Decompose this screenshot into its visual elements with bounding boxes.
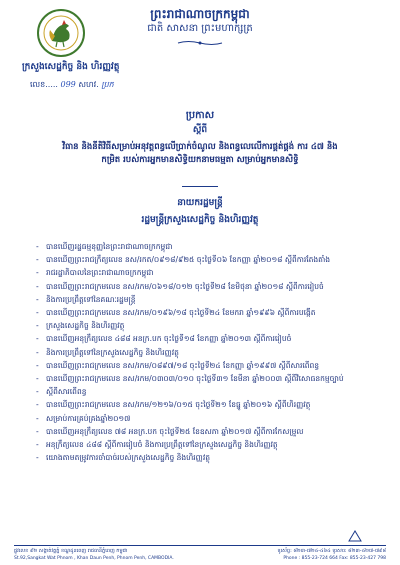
list-item: - ក្រសួងសេដ្ឋកិច្ច និងហិរញ្ញវត្ថុ [34, 319, 372, 332]
list-item: - បានឃើញព្រះរាជក្រមលេខ នស/រកម/០១៩៦/១៨ ចុះថ្ងៃទី២៤ ខែមករា ឆ្នាំ១៩៩៦ ស្តីពីការបង្កើត [34, 306, 372, 319]
document-type: ប្រកាស [185, 110, 215, 121]
reference-handwritten-2: ប្រក [101, 80, 114, 89]
page-marker-icon [348, 530, 362, 542]
list-item: - និងការប្រព្រឹត្តទៅនៃក្រសួងសេដ្ឋកិច្ច និងហិរញ្ញវត្ថុ [34, 346, 372, 359]
reference-label: លេខ..... [30, 80, 58, 89]
visa-list [34, 240, 372, 464]
list-item: - យោងតាមតម្រូវការចាំបាច់របស់ក្រសួងសេដ្ឋកិច្ច និងហិរញ្ញវត្ថុ [34, 451, 372, 464]
ministry-logo-icon [36, 8, 86, 58]
section-heading: នាយករដ្ឋមន្ត្រី [177, 198, 223, 208]
footer-phone-khmer: ទូរស័ព្ទ: ៨២៣-៧២៤-៤៦៤ ទូរសារ: ៨២៣-៤២៧-៧៩៨ [277, 548, 386, 554]
list-item: - សម្រាប់ការគ្រប់គ្រងឆ្នាំ២០១៧ [34, 412, 372, 425]
list-item: - និងការប្រព្រឹត្តទៅនៃគណៈរដ្ឋមន្ត្រី [34, 293, 372, 306]
kingdom-header [147, 7, 252, 35]
list-item: - បានឃើញអនុក្រឹត្យលេខ ៧៨ អនក្រ.បក ចុះថ្ងៃទី២៥ ខែឧសភា ឆ្នាំ២០១៧ ស្តីពីការកែសម្រួល [34, 425, 372, 438]
document-about: ស្តីពី [192, 125, 208, 135]
ministry-name: ក្រសួងសេដ្ឋកិច្ច និង ហិរញ្ញវត្ថុ [22, 62, 120, 72]
footer-phone-english: Phone : 855-23-724 664 Fax: 855-23-427 798 [283, 556, 386, 561]
document-title: វិធាន និងនីតិវិធីសម្រាប់អនុវត្តពន្ធលើប្រាក់ចំណូល និងពន្ធលេលើការផ្គត់ផ្គង់ ការ ៤៧ និងកម្រិត របស់ការអ្នកមានសិទ្ធិយកនាមធម្មតា សម្រាប់អ្នកមានសិទ្ធិ [62, 142, 338, 165]
list-item: - បានឃើញរដ្ឋធម្មនុញ្ញនៃព្រះរាជាណាចក្រកម្ពុជា [34, 240, 372, 253]
reference-suffix: សហវ. [78, 80, 99, 89]
footer-address-khmer: ផ្លូវលេខ ៩២ សង្កាត់វត្តភ្នំ ខណ្ឌដូនពេញ រាជធានីភ្នំពេញ កម្ពុជា [14, 548, 128, 554]
list-item: - អនុក្រឹត្យលេខ ៤៨៨ ស្តីពីការរៀបចំ និងការប្រព្រឹត្តទៅនៃក្រសួងសេដ្ឋកិច្ច និងហិរញ្ញវត្ថុ [34, 438, 372, 451]
list-item: - បានឃើញព្រះរាជក្រមលេខ នស/រកម/០៣០៣/០១០ ចុះថ្ងៃទី៣១ ខែមីនា ឆ្នាំ២០០៣ ស្តីពីវិសោធនកម្មច្បាប់ [34, 372, 372, 385]
reference-handwritten: 099 [60, 80, 76, 89]
ornament-divider-icon [176, 40, 224, 46]
kingdom-name: ព្រះរាជាណាចក្រកម្ពុជា [150, 7, 250, 21]
footer-address-english: St.92,Sangkat Wat Phnom , Khan Daun Penh, Phnom Penh, CAMBODIA. [14, 556, 174, 561]
list-item: - បានឃើញព្រះរាជក្រមលេខ នស/រកម/០៦១៨/០១២ ចុះថ្ងៃទី២៨ ខែមិថុនា ឆ្នាំ២០១៨ ស្តីពីការរៀបចំ [34, 280, 372, 293]
signer-title: រដ្ឋមន្ត្រីក្រសួងសេដ្ឋកិច្ច និងហិរញ្ញវត្ថុ [141, 215, 259, 225]
footer-divider [14, 545, 386, 546]
list-item: - បានឃើញអនុក្រឹត្យលេខ ៤៨៨ អនក្រ.បក ចុះថ្ងៃទី១៨ ខែកញ្ញា ឆ្នាំ២០១៣ ស្តីពីការរៀបចំ [34, 332, 372, 345]
reference-number [30, 79, 114, 91]
list-item: - បានឃើញព្រះរាជក្រមលេខ នស/រកម/១២១៦/០១៥ ចុះថ្ងៃទី២១ ខែធ្នូ ឆ្នាំ២០១៦ ស្តីពីហិរញ្ញវត្ថុ [34, 398, 372, 411]
list-item: - រាជរដ្ឋាភិបាលនៃព្រះរាជាណាចក្រកម្ពុជា [34, 266, 372, 279]
list-item: - ស្តីពីសារពើពន្ធ [34, 385, 372, 398]
national-motto: ជាតិ សាសនា ព្រះមហាក្សត្រ [147, 23, 253, 34]
list-item: - បានឃើញព្រះរាជក្រមលេខ នស/រកម/០៨៩៧/១៨ ចុះថ្ងៃទី២៤ ខែកញ្ញា ឆ្នាំ១៩៩៧ ស្តីពីសារពើពន្ធ [34, 359, 372, 372]
list-item: - បានឃើញព្រះរាជក្រឹត្យលេខ នស/រកត/០៩១៨/៩២៥ ចុះថ្ងៃទី០៦ ខែកញ្ញា ឆ្នាំ២០១៨ ស្តីពីការតែងតាំង [34, 253, 372, 266]
title-divider [182, 186, 218, 187]
